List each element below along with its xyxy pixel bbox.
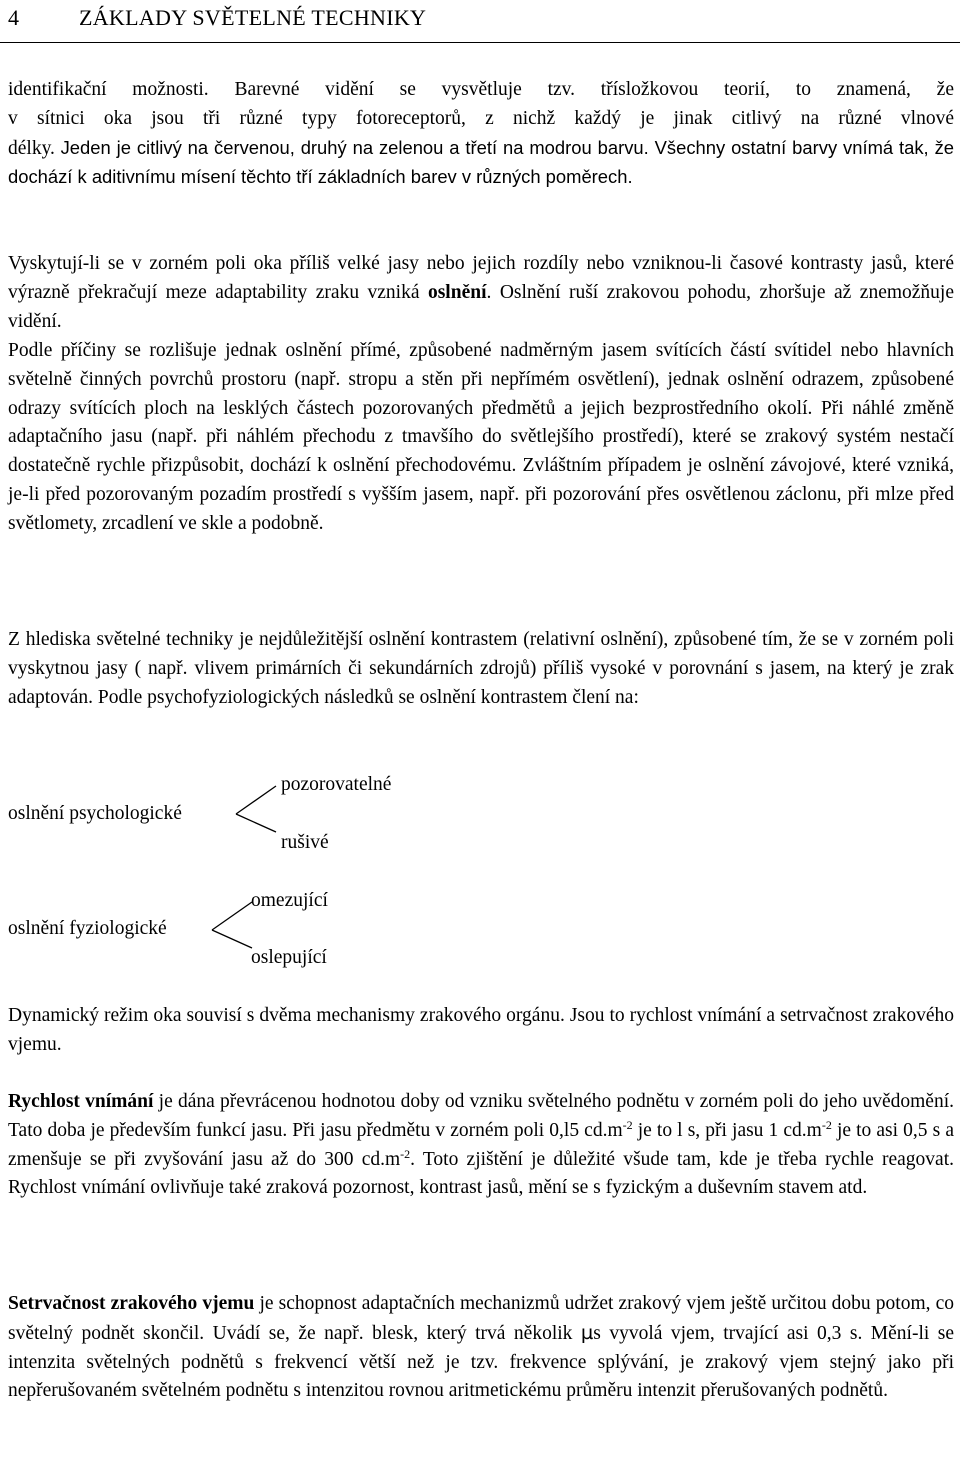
page-number: 4: [8, 5, 19, 30]
text-fragment: . Oslnění ruší zrakovou pohodu, zhoršuje až znemožňuje vidění.: [8, 281, 954, 332]
term-visual-inertia: Setrvačnost zrakového vjemu: [8, 1293, 255, 1314]
exponent: -2: [821, 1117, 832, 1132]
text-line: v sítnici oka jsou tři různé typy fotoreceptorů, z nichž každý je jinak citlivý na různé vlnové: [8, 107, 954, 129]
diagram-item-blinding: oslepující: [251, 947, 327, 968]
paragraph-perception-speed: [8, 1088, 954, 1203]
bracket-physiological-icon: [212, 900, 256, 950]
text-fragment: Vyskytují-li se v zorném poli oka příliš velké jasy nebo jejich rozdíly nebo vzniknou-li časové kontrasty jasů, které výrazně překračují meze adaptability zraku vzniká: [8, 253, 954, 303]
diagram-item-disturbing: rušivé: [281, 832, 329, 853]
text-fragment: délky.: [8, 137, 55, 159]
diagram-label-psychological: oslnění psychologické: [8, 803, 182, 824]
paragraph-glare-causes: Podle příčiny se rozlišuje jednak oslnění přímé, způsobené nadměrným jasem svítících částí svítidel nebo hlavních světelně činných povrchů prostoru (např. stropu a stěn při nepřímém osvětlení), jednak oslnění odrazem, způsobené odrazy svítících ploch na lesklých částech pozorovaných předmětů a jejich bezprostředního okolí. Při náhlé změně adaptačního jasu (např. při náhlém přechodu z tmavšího do světlejšího prostředí), které se zrakový systém nestačí dostatečně rychle přizpůsobit, dochází k oslnění přechodovému. Zvláštním případem je oslnění závojové, které vzniká, je-li před pozorovaným pozadím prostředí s vyšším jasem, např. při pozorování přes osvětlenou záclonu, při mlze před světlomety, zrcadlení ve skle a podobně.: [8, 340, 954, 534]
exponent: -2: [400, 1146, 411, 1161]
diagram-item-observable: pozorovatelné: [281, 774, 392, 795]
text-fragment: je schopnost adaptačních mechanizmů udržet zrakový vjem ještě určitou dobu potom, co světelný podnět skončil. Uvádí se, že např. blesk, který trvá několik: [8, 1293, 955, 1344]
paragraph-contrast-glare: Z hlediska světelné techniky je nejdůležitější oslnění kontrastem (relativní oslnění), způsobené tím, že se v zorném poli vyskytnou jasy ( např. vlivem primárních či sekundárních zdrojů) příliš vysoké v porovnání s jasem, na který je zrak adaptován. Podle psychofyziologických následků se oslnění kontrastem člení na:: [8, 629, 954, 709]
text-line: identifikační možnosti. Barevné vidění se vysvětluje tzv. třísložkovou teorií, to znamená, že: [8, 79, 954, 100]
diagram-label-physiological: oslnění fyziologické: [8, 918, 167, 939]
text-fragment: je to l s, při jasu 1 cd.m: [632, 1119, 822, 1141]
diagram-item-limiting: omezující: [251, 890, 328, 911]
bracket-psychological-icon: [236, 784, 280, 834]
paragraph-color-vision: [8, 76, 954, 193]
text-fragment-sans: Jeden je citlivý na červenou, druhý na zelenou a třetí na modrou barvu. Všechny ostatní barvy vnímá tak, že dochází k aditivnímu mísení těchto tří základních barev v různých poměrech.: [8, 136, 954, 188]
term-glare: oslnění: [427, 281, 487, 303]
text-fragment: s vyvolá vjem, trvající asi 0,3 s. Mění-li se intenzita světelných podnětů s frekvencí větší než je tzv. frekvence splývání, je zrakový vjem stejný jako při nepřerušovaném světelném podnětu s intenzitou rovnou aritmetickému průměru intenzit přerušovaných podnětů.: [8, 1322, 954, 1402]
page-header: [0, 0, 960, 43]
text-fragment: . Toto zjištění je důležité všude tam, kde je třeba rychle reagovat. Rychlost vnímání ovlivňuje také zraková pozornost, kontrast jasů, mění se s fyzickým a duševním stavem atd.: [8, 1148, 955, 1199]
paragraph-dynamic-mode: Dynamický režim oka souvisí s dvěma mechanismy zrakového orgánu. Jsou to rychlost vnímání a setrvačnost zrakového vjemu.: [8, 1005, 954, 1055]
text-fragment: je dána převrácenou hodnotou doby od vzniku světelného podnětu v zorném poli do jeho uvědomění. Tato doba je především funkcí jasu. Při jasu předmětu v zorném poli 0,l5 cd.m: [8, 1091, 954, 1141]
paragraph-visual-inertia: [8, 1290, 954, 1406]
mu-symbol: µ: [580, 1320, 594, 1344]
paragraph-glare-definition: [8, 250, 954, 336]
term-perception-speed: Rychlost vnímání: [8, 1091, 154, 1112]
text-fragment: je to asi 0,5 s a zmenšuje se při zvyšování jasu až do 300 cd.m: [8, 1119, 954, 1170]
exponent: -2: [622, 1117, 633, 1132]
chapter-title: ZÁKLADY SVĚTELNÉ TECHNIKY: [79, 5, 427, 30]
